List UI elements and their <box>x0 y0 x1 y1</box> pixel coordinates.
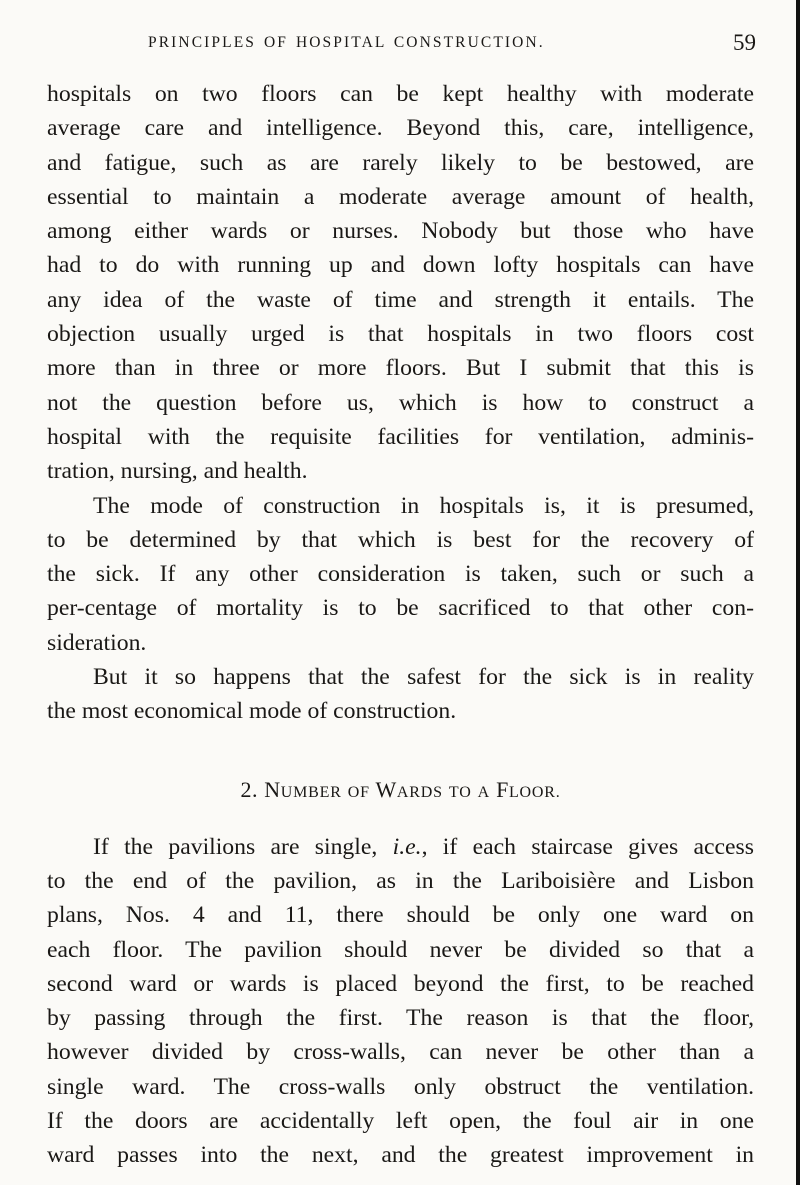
text-span: , if each staircase gives access <box>421 833 754 860</box>
text-line: objection usually urged is that hospitals in two floors cost <box>47 321 754 348</box>
section-heading <box>47 770 754 810</box>
text-span: If the pavilions are single, <box>93 833 393 860</box>
text-line <box>47 830 754 864</box>
text-line: had to do with running up and down lofty hospitals can have <box>47 252 754 279</box>
heading-word: OF <box>347 783 370 801</box>
text-line: however divided by cross-walls, can never be other than a <box>47 1039 754 1066</box>
text-line: single ward. The cross-walls only obstruct the ventilation. <box>47 1073 754 1100</box>
heading-word: LOOR. <box>508 783 561 801</box>
text-line: hospitals on two floors can be kept healthy with moderate <box>47 81 754 107</box>
text-line: each floor. The pavilion should never be divided so that a <box>47 936 754 963</box>
running-header <box>44 30 756 60</box>
text-line: more than in three or more floors. But I submit that this is <box>47 355 754 382</box>
heading-word: ARDS <box>396 783 443 801</box>
text-line: sideration. <box>47 629 147 656</box>
text-line: tration, nursing, and health. <box>47 458 308 485</box>
heading-word: UMBER <box>280 783 342 801</box>
text-line: second ward or wards is placed beyond the first, to be reached <box>47 970 754 997</box>
text-line: But it so happens that the safest for the sick is in reality <box>93 664 754 691</box>
heading-word: TO <box>448 783 472 801</box>
text-line: not the question before us, which is how to construct a <box>47 389 754 416</box>
section-number: 2. <box>240 776 259 802</box>
text-line: to the end of the pavilion, as in the Lariboisière and Lisbon <box>47 867 754 894</box>
text-line: among either wards or nurses. Nobody but those who have <box>47 218 754 245</box>
text-line: by passing through the first. The reason is that the floor, <box>47 1005 754 1032</box>
italic-abbreviation: i.e. <box>392 833 422 860</box>
text-line: per-centage of mortality is to be sacrificed to that other con- <box>47 595 754 622</box>
page-number: 59 <box>733 30 756 55</box>
text-line: If the doors are accidentally left open, the foul air in one <box>47 1108 754 1135</box>
text-line: hospital with the requisite facilities for ventilation, adminis- <box>47 423 754 450</box>
heading-word: A <box>477 783 491 801</box>
heading-initial: F <box>496 776 509 802</box>
text-line: average care and intelligence. Beyond this, care, intelligence, <box>47 115 754 142</box>
text-line: the most economical mode of construction. <box>47 698 457 725</box>
running-title: PRINCIPLES OF HOSPITAL CONSTRUCTION. <box>148 34 545 51</box>
text-line: The mode of construction in hospitals is, it is presumed, <box>93 492 754 519</box>
heading-initial: N <box>264 776 281 802</box>
text-line: and fatigue, such as are rarely likely to be bestowed, are <box>47 149 754 176</box>
text-line: the sick. If any other consideration is taken, such or such a <box>47 561 754 588</box>
body-text <box>47 77 754 1173</box>
text-line: plans, Nos. 4 and 11, there should be only one ward on <box>47 902 754 929</box>
text-line: essential to maintain a moderate average amount of health, <box>47 183 754 210</box>
text-line: to be determined by that which is best for the recovery of <box>47 526 754 553</box>
text-line: ward passes into the next, and the greatest improvement in <box>47 1142 754 1169</box>
heading-initial: W <box>375 776 397 802</box>
page-edge-shadow <box>796 0 800 1185</box>
text-line: any idea of the waste of time and strength it entails. The <box>47 286 754 313</box>
